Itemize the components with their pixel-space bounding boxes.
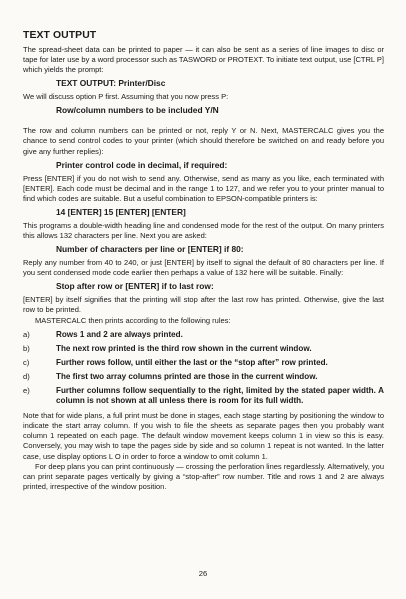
rule-item bbox=[23, 386, 384, 406]
prompt-row-column-numbers: Row/column numbers to be included Y/N bbox=[56, 105, 219, 116]
section-heading: TEXT OUTPUT bbox=[23, 30, 97, 41]
paragraph-rules-intro: MASTERCALC then prints according to the following rules: bbox=[35, 315, 231, 325]
paragraph-intro: The spread-sheet data can be printed to paper — it can also be sent as a series of line images to disc or tape for later use by a word processor such as TASWORD or PROTEXT. To initiate text output, use [CTRL P] which yields the prompt: bbox=[23, 45, 384, 75]
prompt-code-example: 14 [ENTER] 15 [ENTER] [ENTER] bbox=[56, 206, 186, 217]
rule-item bbox=[23, 344, 384, 354]
paragraph-option-p: We will discuss option P first. Assuming that you now press P: bbox=[23, 92, 229, 102]
rule-letter: b) bbox=[23, 343, 30, 353]
paragraph-row-column: The row and column numbers can be printed or not, reply Y or N. Next, MASTERCALC gives you the chance to send control codes to your printer (which should therefore be switched on and ready before you give any further replies): bbox=[23, 126, 384, 156]
paragraph-double-width: This programs a double-width heading line and condensed mode for the rest of the output. On many printers this allows 132 characters per line. Next you are asked: bbox=[23, 220, 384, 241]
rule-item bbox=[23, 330, 384, 340]
rule-letter: a) bbox=[23, 329, 30, 339]
rule-text: The first two array columns printed are those in the current window. bbox=[56, 371, 318, 381]
paragraph-wide-plans: Note that for wide plans, a full print must be done in stages, each stage starting by positioning the window to indicate the start array column. If you wish to file the sheets as separate pages then you probably want column 1 repeated on each page. The default window movement keeps column 1 in view so this is easy. Conversely, you may wish to tape the pages side by side and so column 1 repeat is not wanted. In the latter case, use display options L O in order to force a window to omit column 1. bbox=[23, 411, 384, 461]
paragraph-deep-plans: For deep plans you can print continuously — crossing the perforation lines regardlessly. Alternatively, you can print separate pages vertically by giving a “stop-after” row number. Title and rows 1 and 2 are always printed, irrespective of the window position. bbox=[23, 461, 384, 491]
rule-letter: c) bbox=[23, 357, 30, 367]
rule-letter: d) bbox=[23, 371, 30, 381]
paragraph-enter-codes: Press [ENTER] if you do not wish to send any. Otherwise, send as many as you like, each terminated with [ENTER]. Each code must be decimal and in the range 1 to 127, and we refer you to your printer manual to find which codes are suitable. But a useful combination to EPSON-compatible printers is: bbox=[23, 173, 384, 203]
rule-text: Further rows follow, until either the last or the “stop after” row printed. bbox=[56, 357, 328, 367]
prompt-chars-per-line: Number of characters per line or [ENTER] if 80: bbox=[56, 244, 244, 255]
rule-text: Rows 1 and 2 are always printed. bbox=[56, 329, 183, 339]
paragraph-enter-last-row: [ENTER] by itself signifies that the printing will stop after the last row has printed. Otherwise, give the last row to be printed. bbox=[23, 295, 384, 315]
rule-text: The next row printed is the third row shown in the current window. bbox=[56, 343, 312, 353]
rule-item bbox=[23, 358, 384, 368]
prompt-control-code: Printer control code in decimal, if required: bbox=[56, 159, 228, 170]
rule-item bbox=[23, 372, 384, 382]
rule-text: Further columns follow sequentially to the right, limited by the stated paper width. A column is not shown at all unless there is room for its full width. bbox=[56, 385, 384, 406]
prompt-text-output: TEXT OUTPUT: Printer/Disc bbox=[56, 78, 166, 89]
page-number: 26 bbox=[198, 569, 208, 578]
rules-list bbox=[23, 330, 384, 407]
rule-letter: e) bbox=[23, 385, 30, 395]
prompt-stop-after-row: Stop after row or [ENTER] if to last row: bbox=[56, 281, 214, 292]
paragraph-reply-number: Reply any number from 40 to 240, or just [ENTER] by itself to signal the default of 80 characters per line. If you sent condensed mode code earlier then perhaps a value of 132 here will be suitable. Finally: bbox=[23, 258, 384, 278]
